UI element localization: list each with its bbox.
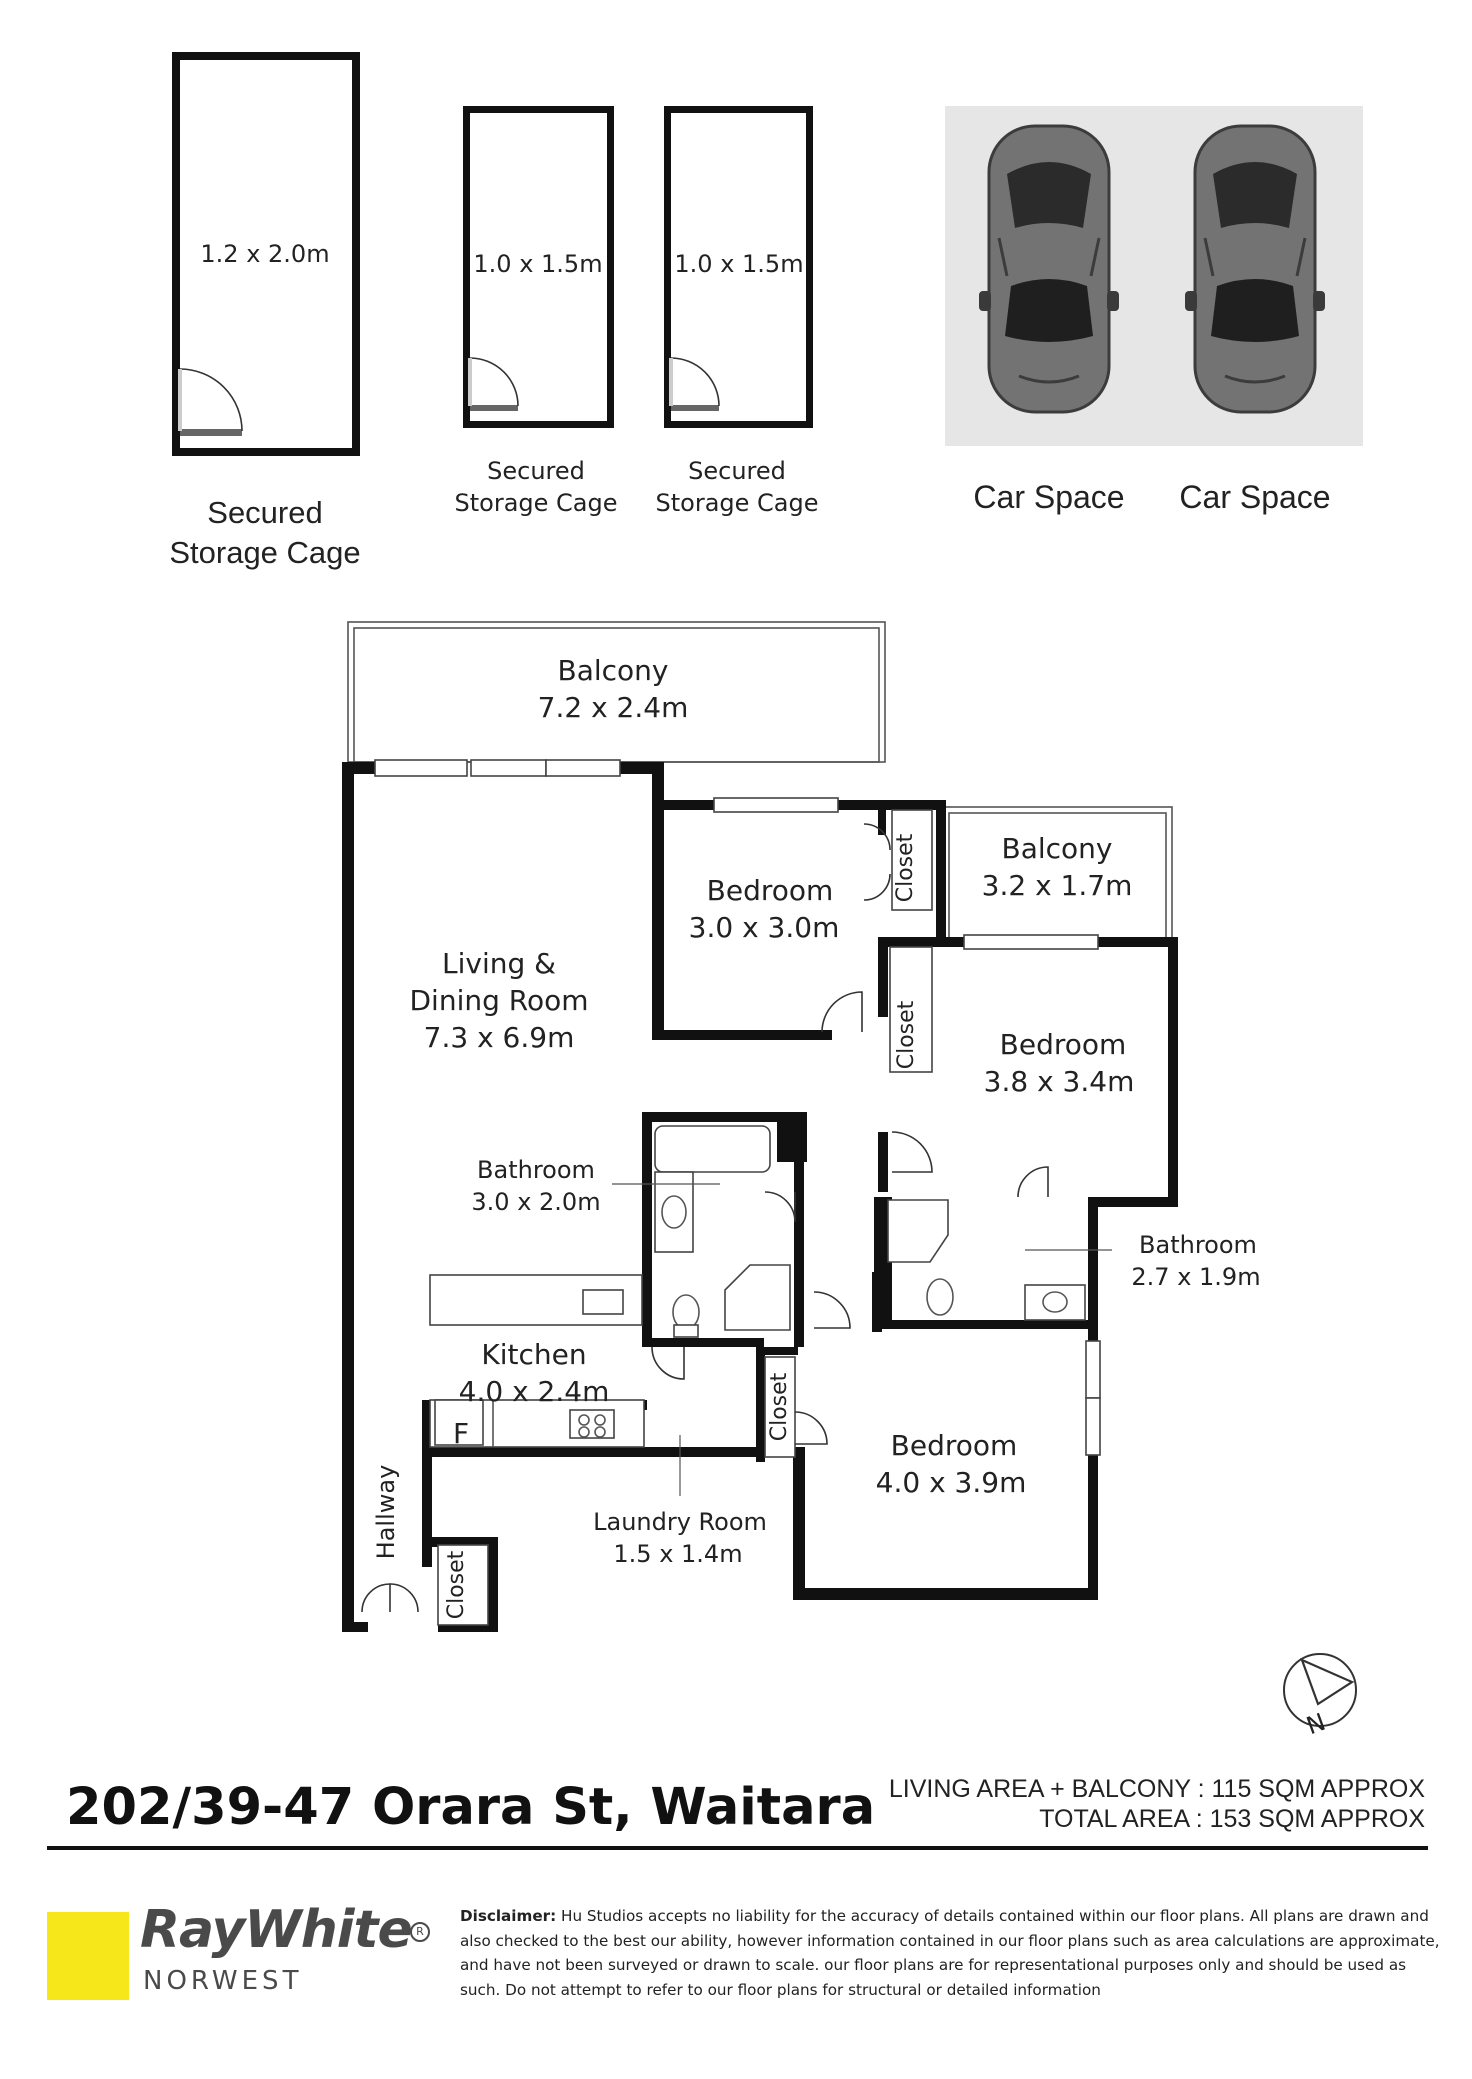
disclaimer-text: Hu Studios accepts no liability for the accuracy of details contained within our floor plans. All plans are drawn and also checked to the best our ability, however information contained in our floor plans such as area calculations are approximate, and have not been surveyed or drawn to scale. our floor plans are for representational purposes only and should be used as such. Do not attempt to refer to our floor plans for structural or detailed information — [460, 1907, 1440, 1999]
kitchen-name: Kitchen — [481, 1338, 587, 1371]
parking-area — [945, 106, 1363, 515]
brand-logo-mark — [47, 1912, 129, 2000]
cage-2-label-line2: Storage Cage — [454, 489, 618, 517]
closet-label: Closet — [767, 1372, 792, 1442]
living-balcony-area: LIVING AREA + BALCONY : 115 SQM APPROX — [888, 1775, 1425, 1803]
car-icon — [1185, 126, 1325, 412]
fridge-label: F — [452, 1417, 470, 1450]
brand-logo-name: RayWhite — [140, 1900, 412, 1960]
cage-2-dimensions: 1.0 x 1.5m — [473, 250, 603, 278]
bedroom-1-dimensions: 3.0 x 3.0m — [688, 911, 840, 944]
living-name-line1: Living & — [442, 947, 556, 980]
bathroom-2-dimensions: 2.7 x 1.9m — [1131, 1263, 1261, 1291]
area-summary — [889, 1774, 1425, 1834]
kitchen-dimensions: 4.0 x 2.4m — [458, 1375, 610, 1408]
storage-cage-2 — [455, 106, 618, 517]
divider — [47, 1846, 1428, 1850]
closet-label: Closet — [894, 1000, 919, 1070]
bathroom-1-dimensions: 3.0 x 2.0m — [471, 1188, 601, 1216]
cage-3-label-line2: Storage Cage — [655, 489, 819, 517]
bedroom-1-name: Bedroom — [706, 874, 834, 907]
bathtub-icon — [655, 1126, 770, 1172]
bathroom-2-name: Bathroom — [1139, 1231, 1257, 1259]
laundry-name: Laundry Room — [593, 1508, 767, 1536]
balcony-small-name: Balcony — [1001, 832, 1113, 865]
disclaimer-lead: Disclaimer: — [460, 1907, 557, 1925]
shower-icon — [725, 1265, 790, 1330]
car-space-1-label: Car Space — [973, 479, 1125, 515]
bathroom-1-name: Bathroom — [477, 1156, 595, 1184]
car-icon — [979, 126, 1119, 412]
total-area: TOTAL AREA : 153 SQM APPROX — [1039, 1805, 1425, 1833]
cage-2-label-line1: Secured — [487, 457, 585, 485]
balcony-main-dimensions: 7.2 x 2.4m — [537, 691, 689, 724]
compass-icon — [1284, 1654, 1356, 1740]
main-floor-plan — [342, 622, 1261, 1632]
laundry-dimensions: 1.5 x 1.4m — [613, 1540, 743, 1568]
brand-office: NORWEST — [143, 1966, 303, 1996]
shower-icon — [888, 1200, 948, 1262]
cage-1-dimensions: 1.2 x 2.0m — [200, 240, 330, 268]
registered-mark-icon: R — [410, 1922, 430, 1942]
cage-1-label-line1: Secured — [207, 495, 323, 530]
cage-1-label-line2: Storage Cage — [169, 535, 361, 570]
car-space-2-label: Car Space — [1179, 479, 1331, 515]
storage-cage-3 — [656, 106, 819, 517]
cage-3-label-line1: Secured — [688, 457, 786, 485]
storage-cage-1 — [169, 52, 360, 570]
compass-north-label: N — [1302, 1707, 1330, 1741]
balcony-main-name: Balcony — [557, 654, 669, 687]
closet-label: Closet — [893, 833, 918, 903]
bedroom-2-name: Bedroom — [999, 1028, 1127, 1061]
balcony-small-dimensions: 3.2 x 1.7m — [981, 869, 1133, 902]
closet-label: Closet — [444, 1550, 469, 1620]
cage-3-dimensions: 1.0 x 1.5m — [674, 250, 804, 278]
hallway-label: Hallway — [372, 1464, 400, 1560]
bedroom-3-dimensions: 4.0 x 3.9m — [875, 1466, 1027, 1499]
bedroom-3-name: Bedroom — [890, 1429, 1018, 1462]
disclaimer — [460, 1904, 1448, 2002]
living-dimensions: 7.3 x 6.9m — [423, 1021, 575, 1054]
living-name-line2: Dining Room — [409, 984, 589, 1017]
bedroom-2-dimensions: 3.8 x 3.4m — [983, 1065, 1135, 1098]
property-address: 202/39-47 Orara St, Waitara — [66, 1778, 876, 1837]
